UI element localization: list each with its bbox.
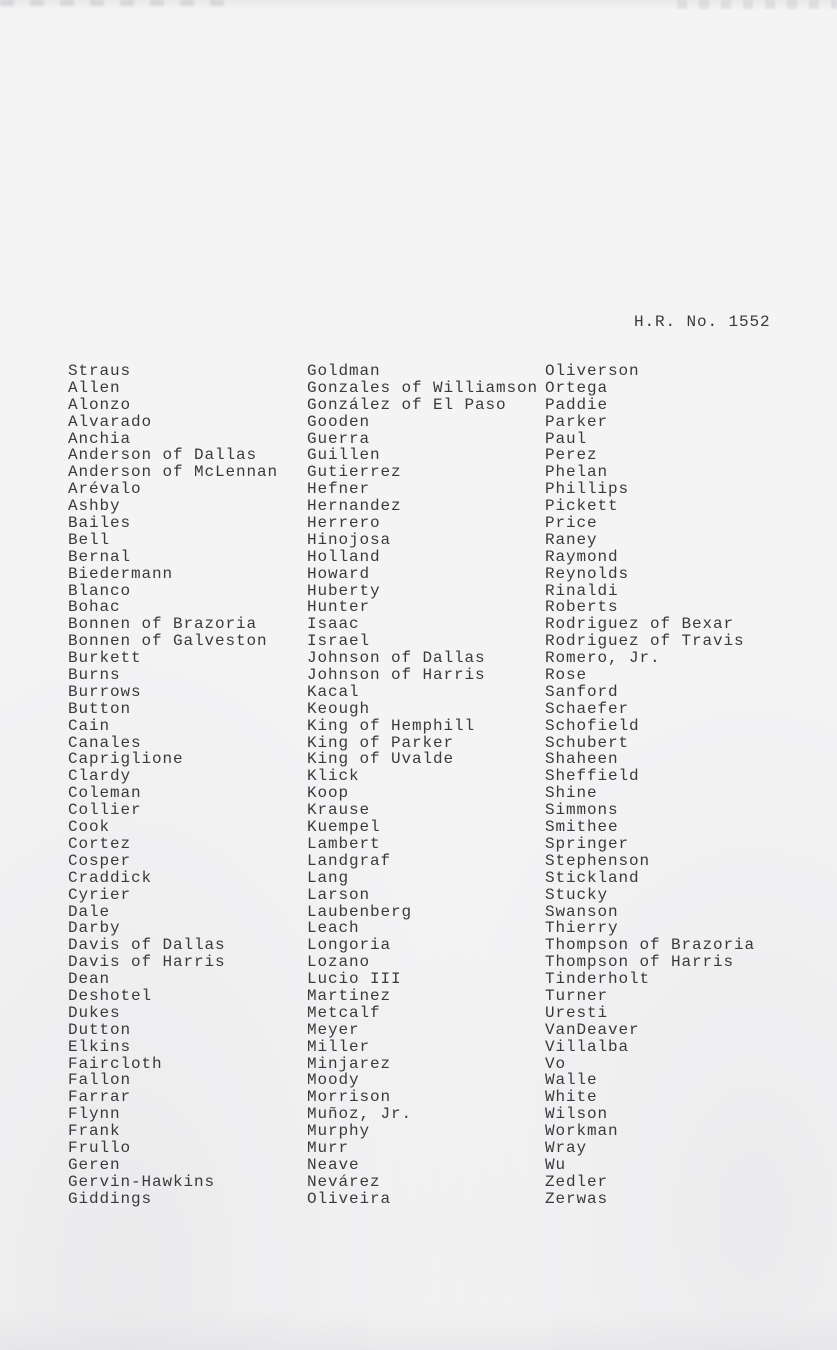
member-name: Perez bbox=[545, 446, 598, 465]
member-name: Burrows bbox=[68, 682, 142, 701]
member-name: Klick bbox=[307, 767, 360, 786]
member-name: Capriglione bbox=[68, 750, 184, 769]
member-name: Farrar bbox=[68, 1088, 132, 1107]
member-name: Dean bbox=[68, 970, 111, 989]
member-name: Thierry bbox=[545, 919, 619, 938]
member-name: Smithee bbox=[545, 818, 619, 837]
member-name: Pickett bbox=[545, 497, 619, 516]
member-name: Geren bbox=[68, 1155, 121, 1174]
member-name: King of Hemphill bbox=[307, 716, 476, 735]
member-name: Frullo bbox=[68, 1138, 132, 1157]
member-name: Ashby bbox=[68, 497, 121, 516]
member-name: Lang bbox=[307, 868, 350, 887]
member-name: Martinez bbox=[307, 986, 392, 1005]
member-name: Biedermann bbox=[68, 564, 174, 583]
member-name: Tinderholt bbox=[545, 970, 651, 989]
member-name: Oliverson bbox=[545, 362, 640, 380]
member-name: Turner bbox=[545, 986, 609, 1005]
member-name-columns bbox=[68, 363, 807, 1208]
member-name: Blanco bbox=[68, 581, 132, 600]
member-name: Larson bbox=[307, 885, 371, 904]
member-name: Burns bbox=[68, 666, 121, 685]
member-names-column-3 bbox=[545, 363, 807, 1208]
member-name: Sheffield bbox=[545, 767, 640, 786]
member-name: Bohac bbox=[68, 598, 121, 617]
member-name: Springer bbox=[545, 834, 630, 853]
member-name: Muñoz, Jr. bbox=[307, 1105, 413, 1124]
member-name: Huberty bbox=[307, 581, 381, 600]
member-name: Paul bbox=[545, 429, 588, 448]
member-name: Kacal bbox=[307, 682, 360, 701]
member-name: Wilson bbox=[545, 1105, 609, 1124]
member-name: Zedler bbox=[545, 1172, 609, 1191]
member-name: Wray bbox=[545, 1138, 588, 1157]
member-name: Walle bbox=[545, 1071, 598, 1090]
member-name: Arévalo bbox=[68, 480, 142, 499]
member-name: Dutton bbox=[68, 1020, 132, 1039]
member-name: Raney bbox=[545, 530, 598, 549]
member-name: Hinojosa bbox=[307, 530, 392, 549]
member-name: Price bbox=[545, 514, 598, 533]
member-name: Phillips bbox=[545, 480, 630, 499]
member-name: Krause bbox=[307, 801, 371, 820]
member-name: Frank bbox=[68, 1122, 121, 1141]
member-name: Parker bbox=[545, 412, 609, 431]
member-name: Cook bbox=[68, 818, 111, 837]
member-name: Canales bbox=[68, 733, 142, 752]
member-name: Cosper bbox=[68, 851, 132, 870]
member-name: Bernal bbox=[68, 547, 132, 566]
member-name: Moody bbox=[307, 1071, 360, 1090]
member-name: Johnson of Dallas bbox=[307, 649, 486, 668]
member-name: Bonnen of Galveston bbox=[68, 632, 268, 651]
member-name: Rodriguez of Bexar bbox=[545, 615, 735, 634]
member-name: Shine bbox=[545, 784, 598, 803]
member-name: VanDeaver bbox=[545, 1020, 640, 1039]
member-name: Gervin-Hawkins bbox=[68, 1172, 216, 1191]
member-name: González of El Paso bbox=[307, 395, 507, 414]
member-name: Gooden bbox=[307, 412, 371, 431]
member-name: Elkins bbox=[68, 1037, 132, 1056]
member-name: Shaheen bbox=[545, 750, 619, 769]
member-name: Keough bbox=[307, 699, 371, 718]
member-name: Swanson bbox=[545, 902, 619, 921]
member-name: Kuempel bbox=[307, 818, 381, 837]
member-name: Craddick bbox=[68, 868, 153, 887]
member-name: Allen bbox=[68, 378, 121, 397]
member-name: Reynolds bbox=[545, 564, 630, 583]
member-name: Phelan bbox=[545, 463, 609, 482]
member-name: Rinaldi bbox=[545, 581, 619, 600]
member-name: Hunter bbox=[307, 598, 371, 617]
member-name: Straus bbox=[68, 362, 132, 380]
member-name: Guillen bbox=[307, 446, 381, 465]
member-name: Bell bbox=[68, 530, 111, 549]
member-name: Davis of Harris bbox=[68, 953, 226, 972]
member-name: Roberts bbox=[545, 598, 619, 617]
member-name: Rodriguez of Travis bbox=[545, 632, 745, 651]
member-name: Alvarado bbox=[68, 412, 153, 431]
member-name: Rose bbox=[545, 666, 588, 685]
member-name: Simmons bbox=[545, 801, 619, 820]
member-name: Murphy bbox=[307, 1122, 371, 1141]
member-name: Faircloth bbox=[68, 1054, 163, 1073]
member-name: Uresti bbox=[545, 1003, 609, 1022]
member-names-column-2 bbox=[307, 363, 545, 1208]
member-names-column-1 bbox=[68, 363, 307, 1208]
resolution-number: H.R. No. 1552 bbox=[634, 313, 771, 331]
member-name: Alonzo bbox=[68, 395, 132, 414]
member-name: Hefner bbox=[307, 480, 371, 499]
member-name: Cortez bbox=[68, 834, 132, 853]
member-name: Darby bbox=[68, 919, 121, 938]
member-name: Thompson of Brazoria bbox=[545, 936, 756, 955]
member-name: White bbox=[545, 1088, 598, 1107]
member-name: King of Uvalde bbox=[307, 750, 455, 769]
member-name: Murr bbox=[307, 1138, 350, 1157]
member-name: Button bbox=[68, 699, 132, 718]
member-name: Burkett bbox=[68, 649, 142, 668]
member-name: Anchia bbox=[68, 429, 132, 448]
scan-smudge-top-right bbox=[677, 0, 837, 9]
member-name: Howard bbox=[307, 564, 371, 583]
member-name: Dale bbox=[68, 902, 111, 921]
member-name: Vo bbox=[545, 1054, 567, 1073]
member-name: Meyer bbox=[307, 1020, 360, 1039]
member-name: Leach bbox=[307, 919, 360, 938]
member-name: Cyrier bbox=[68, 885, 132, 904]
member-name: Schofield bbox=[545, 716, 640, 735]
member-name: Lozano bbox=[307, 953, 371, 972]
member-name: Cain bbox=[68, 716, 111, 735]
member-name: Deshotel bbox=[68, 986, 153, 1005]
member-name: Minjarez bbox=[307, 1054, 392, 1073]
member-name: Ortega bbox=[545, 378, 609, 397]
member-name: Giddings bbox=[68, 1189, 153, 1208]
member-name: Landgraf bbox=[307, 851, 392, 870]
member-name: Stucky bbox=[545, 885, 609, 904]
member-name: Koop bbox=[307, 784, 350, 803]
member-name: Anderson of McLennan bbox=[68, 463, 279, 482]
member-name: Hernandez bbox=[307, 497, 402, 516]
member-name: Bailes bbox=[68, 514, 132, 533]
member-name: Zerwas bbox=[545, 1189, 609, 1208]
member-name: King of Parker bbox=[307, 733, 455, 752]
member-name: Workman bbox=[545, 1122, 619, 1141]
member-name: Stephenson bbox=[545, 851, 651, 870]
member-name: Schubert bbox=[545, 733, 630, 752]
member-name: Anderson of Dallas bbox=[68, 446, 258, 465]
member-name: Morrison bbox=[307, 1088, 392, 1107]
member-name: Gonzales of Williamson bbox=[307, 378, 539, 397]
member-name: Wu bbox=[545, 1155, 567, 1174]
member-name: Holland bbox=[307, 547, 381, 566]
member-name: Nevárez bbox=[307, 1172, 381, 1191]
scan-smudge-top-left bbox=[0, 0, 225, 6]
member-name: Goldman bbox=[307, 362, 381, 380]
member-name: Neave bbox=[307, 1155, 360, 1174]
member-name: Sanford bbox=[545, 682, 619, 701]
member-name: Thompson of Harris bbox=[545, 953, 735, 972]
member-name: Fallon bbox=[68, 1071, 132, 1090]
member-name: Miller bbox=[307, 1037, 371, 1056]
member-name: Collier bbox=[68, 801, 142, 820]
member-name: Lucio III bbox=[307, 970, 402, 989]
member-name: Lambert bbox=[307, 834, 381, 853]
member-name: Oliveira bbox=[307, 1189, 392, 1208]
member-name: Villalba bbox=[545, 1037, 630, 1056]
member-name: Stickland bbox=[545, 868, 640, 887]
member-name: Dukes bbox=[68, 1003, 121, 1022]
member-name: Metcalf bbox=[307, 1003, 381, 1022]
member-name: Gutierrez bbox=[307, 463, 402, 482]
member-name: Laubenberg bbox=[307, 902, 413, 921]
member-name: Johnson of Harris bbox=[307, 666, 486, 685]
member-name: Longoria bbox=[307, 936, 392, 955]
member-name: Schaefer bbox=[545, 699, 630, 718]
member-name: Romero, Jr. bbox=[545, 649, 661, 668]
member-name: Raymond bbox=[545, 547, 619, 566]
member-name: Herrero bbox=[307, 514, 381, 533]
member-name: Israel bbox=[307, 632, 371, 651]
member-name: Flynn bbox=[68, 1105, 121, 1124]
member-name: Paddie bbox=[545, 395, 609, 414]
member-name: Clardy bbox=[68, 767, 132, 786]
member-name: Coleman bbox=[68, 784, 142, 803]
member-name: Guerra bbox=[307, 429, 371, 448]
member-name: Bonnen of Brazoria bbox=[68, 615, 258, 634]
member-name: Isaac bbox=[307, 615, 360, 634]
member-name: Davis of Dallas bbox=[68, 936, 226, 955]
